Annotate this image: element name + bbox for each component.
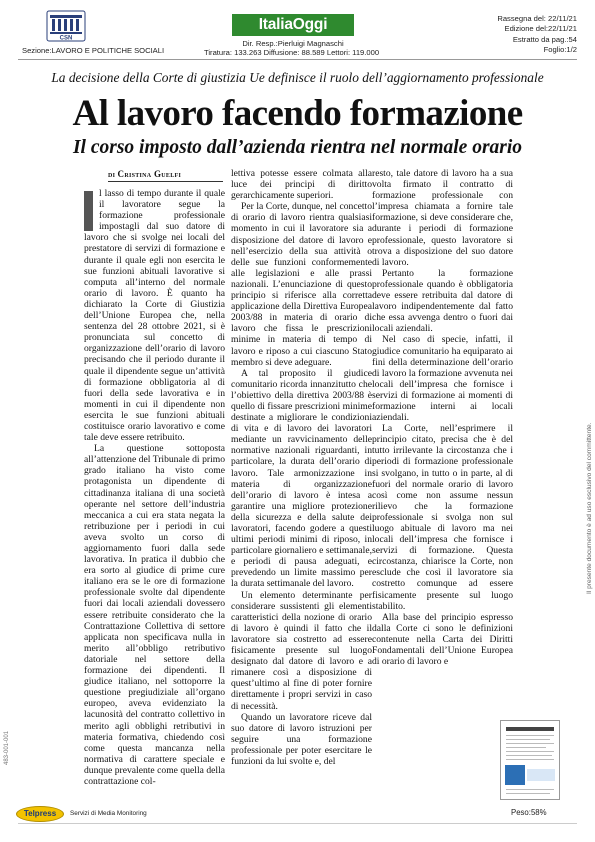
thumbnail-image [505,765,525,785]
svg-text:CSN: CSN [59,35,73,42]
thumbnail-line [506,751,554,752]
telpress-logo: Telpress [16,806,64,822]
press-clipping-header [0,0,595,62]
article-paragraph: Pertanto la formazione professionale quando è obbligatoria deve essere retribuita dal datore di lavoro indipendentemente dal fatto che essa avvenga dentro o fuori dai locali aziendali. [372,267,513,335]
thumbnail-line [506,747,546,748]
weight-label: Peso:58% [511,808,547,817]
masthead-logo: ItaliaOggi [232,14,354,36]
thumbnail-line [506,789,554,790]
thumbnail-line [506,759,554,760]
page-thumbnail [500,720,560,800]
article-paragraph: Quando un lavoratore riceve dal suo datore di lavoro istruzioni per seguire una formazione professionale per poter esercitare le funzioni da lui svolte e, del [231,711,372,767]
thumbnail-line [506,735,554,736]
document-code: 483-001-001 [4,730,10,765]
circulation-info: Tiratura: 133.263 Diffusione: 88.589 Lettori: 119.000 [204,48,380,57]
article-paragraph: A tal proposito il giudice comunitario ricorda innanzitutto che l’obiettivo della direttiva 2003/88 è quello di fissare prescrizioni minime destinate a migliorare le condizioni di vita e di lavoro dei lavoratori mediante un ravvicinamento delle normative nazionali riguardanti, in particolare, la durata dell’orario di lavoro. Tale armonizzazione in materia di organizzazione dell’orario di lavoro è intesa a garantire una migliore protezione della sicurezza e della salute dei lavoratori, facendo godere a questi ultimi periodi minimi di riposo, in particolare giornaliero e settimanale, e periodi di pausa adeguati, e prevedendo un limite massimo per la durata settimanale del lavoro. [231,367,372,590]
thumbnail-headline [506,727,554,731]
footer-divider [18,823,577,824]
byline-prefix: di [108,169,116,179]
dropcap-i [84,191,93,231]
article-paragraph: Per la Corte, dunque, nel concetto di orario di lavoro rientra qualsiasi momento in cui il lavoratore sia a disposizione del datore di lavoro e nell’esercizio della sua attività o delle sue funzioni conformemente alle legislazioni e alle prassi nazionali. L’enunciazione di questo principio si riferisce alla corretta applicazione della Direttiva Europea 2003/88 in materia di orario di lavoro che fissa le prescrizioni minime in materia di tempo di lavoro e riposo a cui ciascuno Stato membro si deve adeguare. [231,201,372,368]
article-column-3 [372,168,513,667]
sheet-number: Foglio:1/2 [543,45,577,55]
article-paragraph: Un elemento determinante per considerare sussistenti gli elementi caratteristici della nozione di orario di lavoro è quindi il fatto che il lavoratore sia costretto ad essere fisicamente presente sul luogo designato dal datore di lavoro e a rimanere così a disposizione di quest’ultimo al fine di poter fornire direttamente i propri servizi in caso di necessità. [231,589,372,712]
article-paragraph: l lasso di tempo durante il quale il lavoratore segue la formazione professionale impostagli dal suo datore di lavoro che si svolge nei locali del prestatore di servizi di formazione e durante il quale egli non esercita le sue funzioni abituali lavorative si computa all’interno del normale orario di lavoro. È quanto ha dichiarato la Corte di Giustizia dell’Unione Europea che, nella sentenza del 28 ottobre 2021, si è pronunciata sul concetto di organizzazione dell’orario di lavoro precisando che il periodo durante il quale il dipendente segue un’attività di formazione obbligatoria al di fuori della sede lavorativa e in momenti in cui il dipendente non esercita le sue funzioni abituali costituisce orario lavorativo e come tale deve essere retribuito. [84,188,225,444]
thumbnail-line [506,743,554,744]
byline [108,169,181,179]
article-paragraph: La Corte, nell’esprimere il principio citato, precisa che è del tutto irrilevante la circostanza che i periodi di formazione professionale si svolgano, in tutto o in parte, al di fuori del normale orario di lavoro così come non assume nessun rilievo che la formazione professionale si svolga non sul luogo abituale di lavoro ma nei locali dell’impresa che fornisce i servizi di formazione. Questa circostanza, chiarisce la Corte, non esclude che così il lavoratore sia costretto comunque ad essere fisicamente presente sul luogo stabilito. [372,423,513,612]
byline-divider [108,181,223,182]
page-extract: Estratto da pag.:54 [512,34,577,44]
thumbnail-line [506,755,552,756]
article-column-2 [231,168,372,767]
section-label: Sezione:LAVORO E POLITICHE SOCIALI [22,46,165,55]
copyright-note: Il presente documento è ad uso esclusivo del committente. [586,422,593,594]
article-paragraph: Alla base del principio espresso dalla Corte ci sono le definizioni contenute nella Carta dei Diritti Fondamentali dell’Unione Europea di orario di lavoro e [372,611,513,668]
article-paragraph: resto, tale datore di lavoro ha a sua volta firmato il contratto di formazione professionale con l’impresa chiamata a fornire tale formazione, si deve considerare che, durante i periodi di formazione professionale, questo lavoratore si trova a disposizione del suo datore di lavoro. [372,168,513,268]
editor-in-chief: Dir. Resp.:Pierluigi Magnaschi [242,39,344,48]
article-kicker: La decisione della Corte di giustizia Ue definisce il ruolo dell’aggiornamento professionale [51,70,544,85]
article-headline: Al lavoro facendo formazione [72,93,523,134]
article-paragraph: lettiva potesse essere colmata alla luce dei principi di diritto gerarchicamente superiori. [231,168,372,202]
header-divider [18,59,577,60]
service-label: Servizi di Media Monitoring [70,810,147,817]
byline-author: Cristina Guelfi [117,169,182,179]
rassegna-date: Rassegna del: 22/11/21 [497,14,577,23]
thumbnail-box [527,769,555,781]
clipping-metadata [497,14,577,56]
article-paragraph: La questione sottoposta all’attenzione del Tribunale di primo grado italiano ha visto come protagonista un dipendente di cittadinanza italiana di una società operante nel settore dell’industria meccanica a cui era stata negata la retribuzione per i periodi in cui aveva svolto un corso di aggiornamento fuori dalla sede lavorativa. In pratica il dubbio che era sorto al giudice di prime cure italiano era se le ore di formazione professionale svolte dal dipendente fuori dai locali aziendali dovessero essere retribuite considerato che la Contrattazione Collettiva di settore applicata non specificava nulla in merito all’obbligo retributivo datoriale nel settore della formazione dei dipendenti. Il giudice italiano, nel sottoporre la questione pregiudiziale all’organo europeo, aveva evidenziato la lacunosità del contratto collettivo in merito agli obblighi retributivi in materia formativa, chiedendo così come questa mancanza nella normativa di carattere speciale e dunque prevalente come quella della contrattazione col- [84,443,225,787]
csn-logo-icon [46,10,86,42]
thumbnail-line [506,739,550,740]
article-paragraph: Nel caso di specie, infatti, il giudice comunitario ha equiparato ai fini della determinazione dell’orario di lavoro la formazione avvenuta nei locali dell’impresa che fornisce i servizi di formazione ai momenti di formazione interni ai locali aziendali. [372,334,513,424]
article-subhead: Il corso imposto dall’azienda rientra nel normale orario [72,137,523,158]
article-column-1 [84,188,225,787]
edition-date: Edizione del:22/11/21 [504,24,577,34]
thumbnail-line [506,793,550,794]
